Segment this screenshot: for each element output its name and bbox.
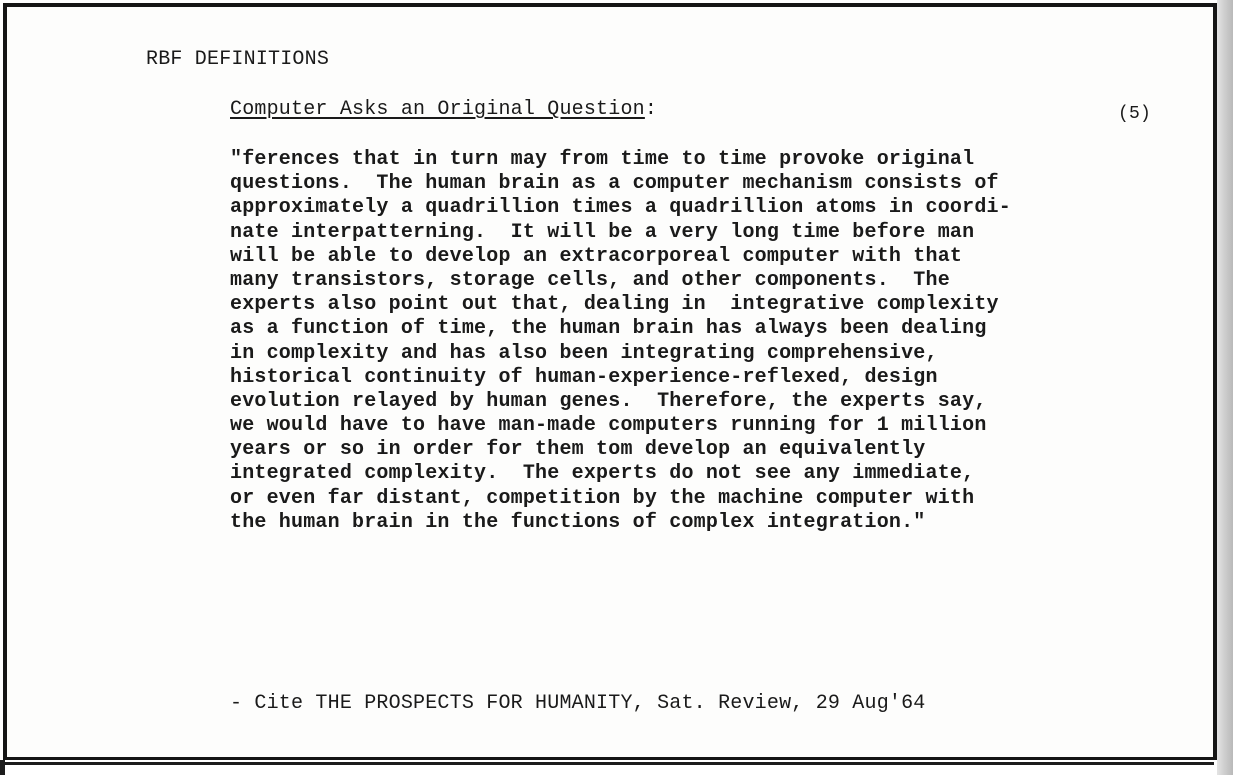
body-line: many transistors, storage cells, and other components. The (230, 268, 950, 292)
bottom-left-mark (0, 760, 5, 775)
body-line: as a function of time, the human brain has always been dealing (230, 317, 987, 341)
definition-title-colon: : (644, 98, 658, 121)
body-line: will be able to develop an extracorporeal computer with that (230, 244, 963, 268)
body-line: historical continuity of human-experience-reflexed, design (230, 365, 938, 389)
quotation-body (230, 148, 1011, 535)
body-line: evolution relayed by human genes. Therefore, the experts say, (230, 389, 987, 413)
body-line: years or so in order for them tom develop an equivalently (230, 438, 926, 462)
body-line: questions. The human brain as a computer mechanism consists of (230, 172, 999, 196)
document-header: RBF DEFINITIONS (146, 48, 330, 71)
body-line: nate interpatterning. It will be a very long time before man (230, 220, 975, 244)
body-line: or even far distant, competition by the machine computer with (230, 486, 975, 510)
body-line: "ferences that in turn may from time to time provoke original (230, 148, 975, 171)
body-line: in complexity and has also been integrating comprehensive, (230, 341, 938, 365)
bottom-rule (0, 762, 1214, 765)
definition-title (230, 98, 657, 121)
body-line: the human brain in the functions of complex integration." (230, 510, 926, 534)
definition-title-text: Computer Asks an Original Question (230, 98, 645, 121)
body-line: approximately a quadrillion times a quadrillion atoms in coordi- (230, 196, 1011, 220)
body-line: integrated complexity. The experts do not see any immediate, (230, 462, 975, 486)
body-line: experts also point out that, dealing in integrative complexity (230, 293, 999, 317)
citation: - Cite THE PROSPECTS FOR HUMANITY, Sat. Review, 29 Aug'64 (230, 692, 926, 715)
page-number: (5) (1118, 104, 1152, 124)
body-line: we would have to have man-made computers running for 1 million (230, 414, 987, 438)
scan-edge (1217, 0, 1233, 775)
